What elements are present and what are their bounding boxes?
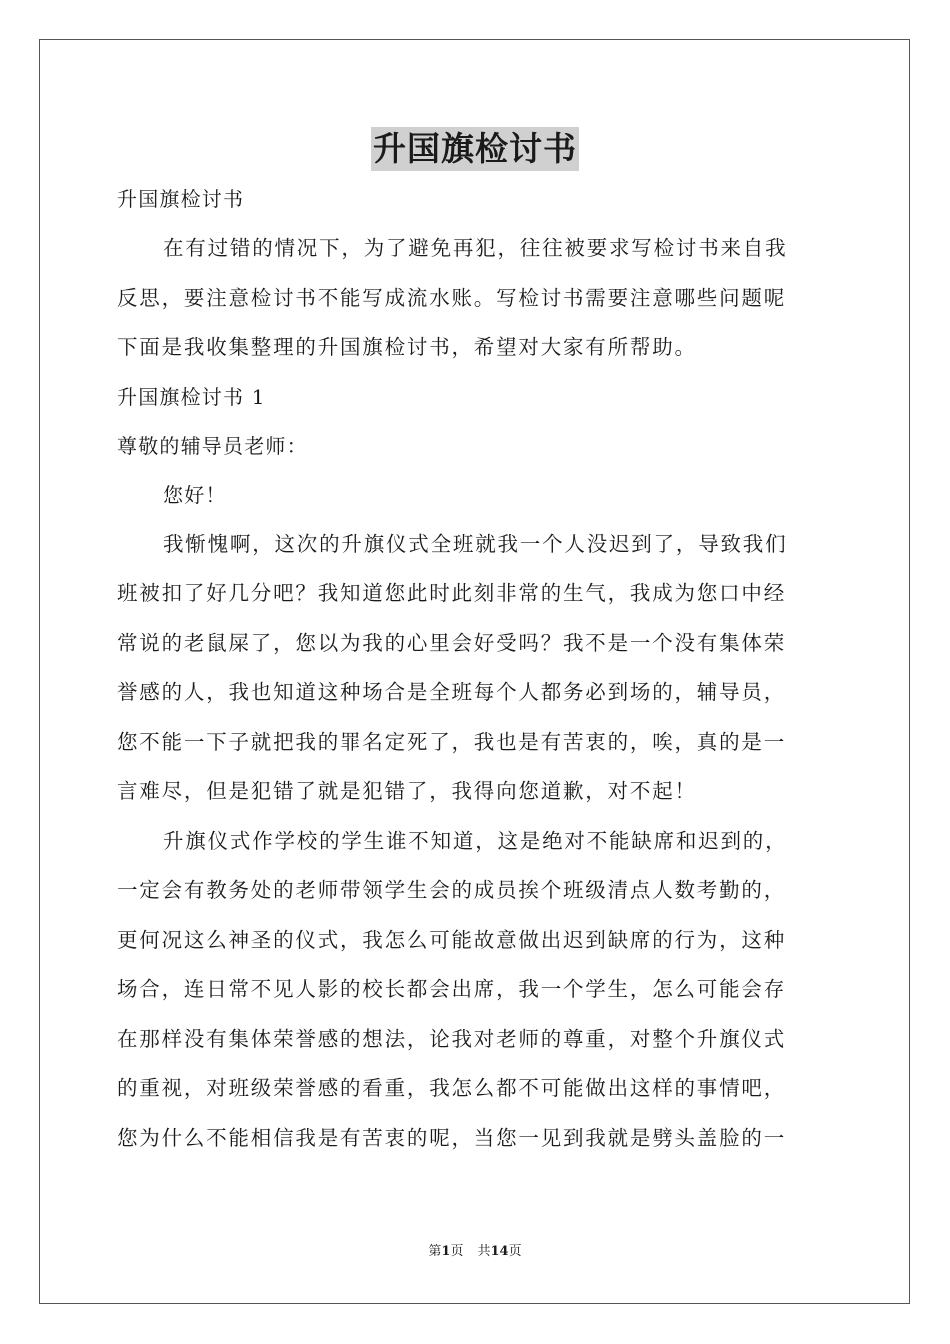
paragraph2-line: 场合，连日常不见人影的校长都会出席，我一个学生，怎么可能会存 [117,977,786,1001]
paragraph1-line: 您不能一下子就把我的罪名定死了，我也是有苦衷的，唉，真的是一 [117,729,786,754]
greeting: 您好！ [163,482,227,507]
document-body [117,175,835,1163]
paragraph2-line: 一定会有教务处的老师带领学生会的成员挨个班级清点人数考勤的， [117,878,786,902]
footer-total-suffix: 页 [508,1244,522,1259]
paragraph2-line: 升旗仪式作学校的学生谁不知道，这是绝对不能缺席和迟到的， [163,828,788,853]
footer-page-suffix: 页 [450,1244,464,1259]
paragraph2-line: 在那样没有集体荣誉感的想法，论我对老师的尊重，对整个升旗仪式 [117,1026,786,1051]
footer-total-prefix: 共 [477,1244,491,1259]
paragraph2-line: 的重视，对班级荣誉感的看重，我怎么都不可能做出这样的事情吧， [117,1076,786,1100]
paragraph1-line: 我惭愧啊，这次的升旗仪式全班就我一个人没迟到了，导致我们 [163,531,788,556]
intro-line: 反思，要注意检讨书不能写成流水账。写检讨书需要注意哪些问题呢 [117,285,786,310]
salutation: 尊敬的辅导员老师： [117,433,308,458]
total-page-count: 14 [490,1244,509,1259]
subtitle: 升国旗检讨书 [117,187,245,211]
paragraph2-line: 您为什么不能相信我是有苦衷的呢，当您一见到我就是劈头盖脸的一 [117,1125,786,1150]
paragraph1-line: 班被扣了好几分吧？我知道您此时此刻非常的生气，我成为您口中经 [117,581,786,605]
paragraph1-line: 常说的老鼠屎了，您以为我的心里会好受吗？我不是一个没有集体荣 [117,630,786,655]
page-footer [0,1240,950,1259]
current-page-number: 1 [441,1244,451,1259]
footer-prefix: 第 [428,1244,442,1259]
intro-line: 下面是我收集整理的升国旗检讨书，希望对大家有所帮助。 [117,335,697,359]
document-title: 升国旗检讨书 [371,127,579,171]
title-container [0,127,950,171]
intro-line: 在有过错的情况下，为了避免再犯，往往被要求写检讨书来自我 [163,236,788,260]
section-title: 升国旗检讨书 1 [117,384,266,409]
paragraph1-line: 誉感的人，我也知道这种场合是全班每个人都务必到场的，辅导员， [117,680,786,704]
paragraph2-line: 更何况这么神圣的仪式，我怎么可能故意做出迟到缺席的行为，这种 [117,927,786,952]
paragraph1-line: 言难尽，但是犯错了就是犯错了，我得向您道歉，对不起！ [117,779,697,803]
